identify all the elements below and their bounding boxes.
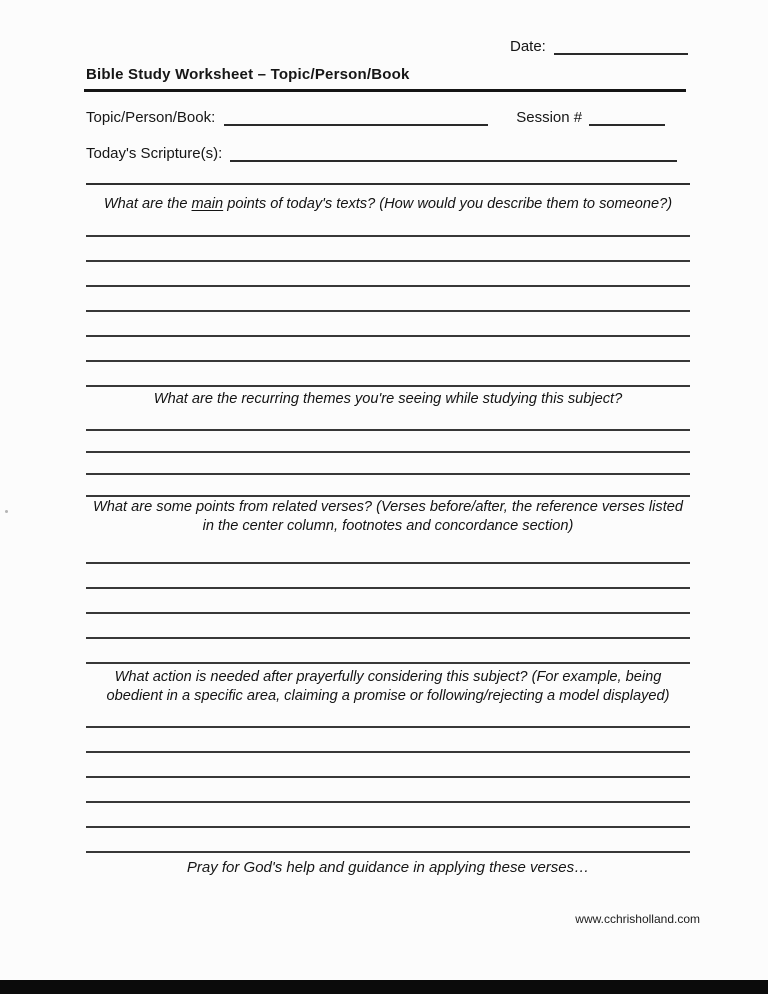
scan-speck: [5, 510, 8, 513]
topic-row: [86, 109, 690, 126]
section-recurring-themes: [86, 390, 690, 497]
answer-line: [86, 337, 690, 362]
answer-line: [86, 287, 690, 312]
section-main-points: [86, 195, 690, 387]
scripture-label: Today's Scripture(s):: [86, 145, 223, 162]
closing-prayer-note: Pray for God's help and guidance in applying these verses…: [186, 859, 590, 876]
answer-lines-main-points: [86, 212, 690, 387]
answer-lines-related-verses: [86, 539, 690, 664]
answer-lines-action-needed: [86, 703, 690, 853]
date-row: [510, 38, 688, 55]
question-related-verses: What are some points from related verses? (Verses before/after, the reference verses listed in the center column, footnotes and concordance section): [93, 499, 683, 534]
question-action-needed: What action is needed after prayerfully considering this subject? (For example, being obedient in a specific area, claiming a promise or following/rejecting a model displayed): [106, 669, 670, 704]
scripture-row: [86, 145, 690, 162]
topic-field-line: [224, 110, 488, 126]
question-main-points: [86, 195, 690, 214]
answer-line: [86, 409, 690, 431]
answer-line: [86, 589, 690, 614]
answer-line: [86, 431, 690, 453]
answer-line: [86, 475, 690, 497]
answer-line: [86, 212, 690, 237]
bottom-scan-bar: [0, 980, 768, 994]
question-text: points of today's texts? (How would you describe them to someone?): [223, 196, 673, 212]
scripture-continuation-line: [86, 163, 690, 185]
session-field-line: [589, 110, 665, 126]
topic-label: Topic/Person/Book:: [86, 109, 216, 126]
answer-line: [86, 312, 690, 337]
answer-line: [86, 453, 690, 475]
section-action-needed: [86, 668, 690, 853]
answer-lines-recurring-themes: [86, 409, 690, 497]
answer-line: [86, 728, 690, 753]
answer-line: [86, 778, 690, 803]
answer-line: [86, 828, 690, 853]
footer-url: www.cchrisholland.com: [575, 912, 700, 926]
answer-line: [86, 639, 690, 664]
worksheet-title: Bible Study Worksheet – Topic/Person/Book: [86, 66, 410, 83]
session-label: Session #: [516, 109, 583, 126]
answer-line: [86, 614, 690, 639]
section-related-verses: [86, 498, 690, 664]
date-label: Date:: [510, 38, 546, 55]
answer-line: [86, 262, 690, 287]
answer-line: [86, 539, 690, 564]
date-field-line: [554, 39, 688, 55]
answer-line: [86, 753, 690, 778]
answer-line: [86, 237, 690, 262]
scripture-field-line: [230, 146, 677, 162]
underlined-word-main: main: [191, 196, 224, 212]
question-recurring-themes: What are the recurring themes you're seeing while studying this subject?: [153, 391, 623, 407]
answer-line: [86, 703, 690, 728]
answer-line: [86, 564, 690, 589]
question-text: What are the: [103, 196, 192, 212]
answer-line: [86, 803, 690, 828]
title-rule: [84, 89, 686, 92]
answer-line: [86, 362, 690, 387]
